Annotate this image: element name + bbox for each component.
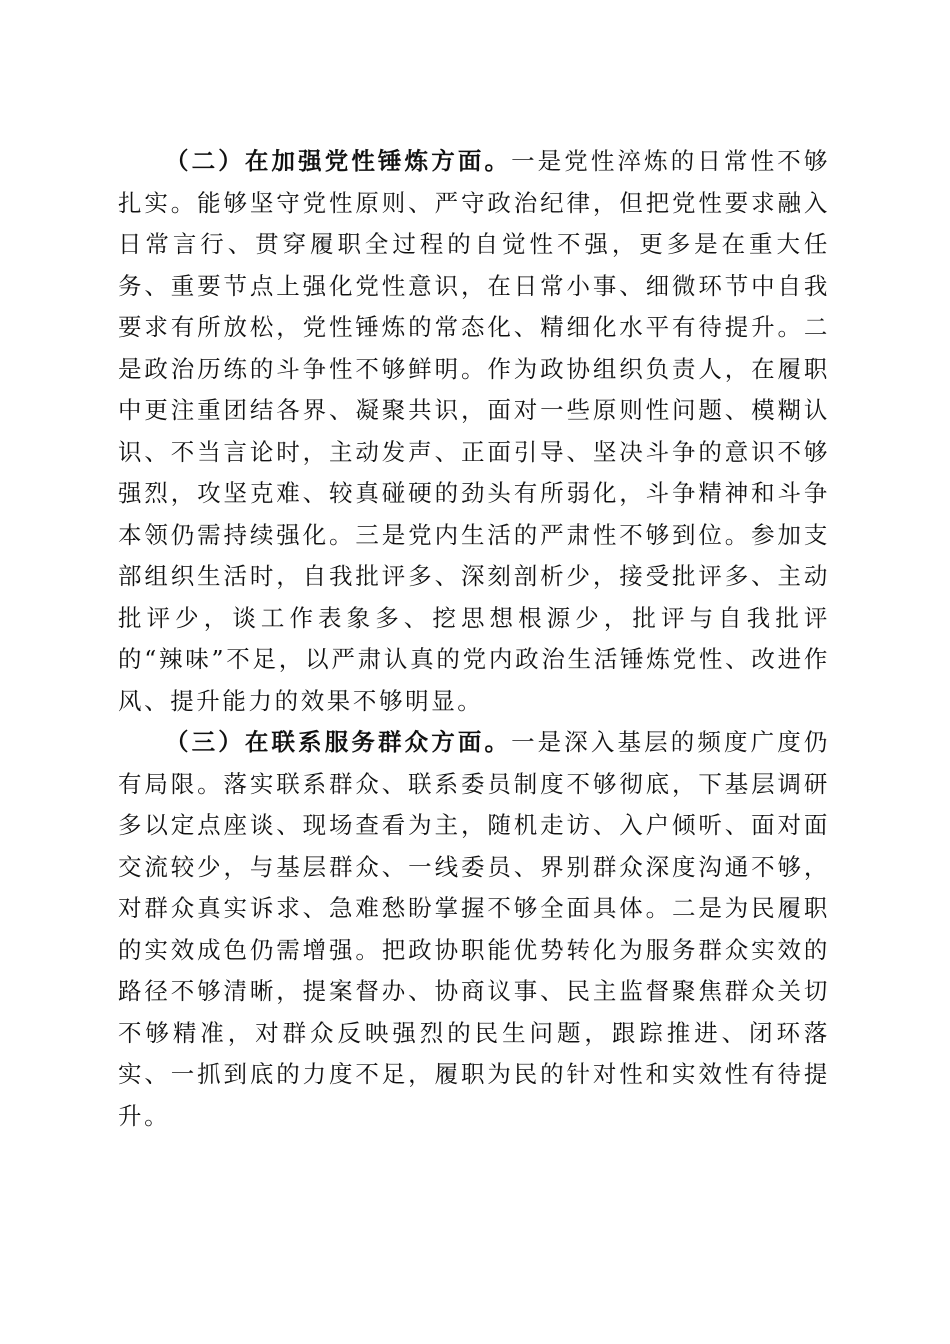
section-heading: （三）在联系服务群众方面。 [165, 728, 512, 756]
paragraph-party-spirit [118, 141, 830, 722]
document-body [118, 141, 830, 1137]
section-body: 一是党性淬炼的日常性不够扎实。能够坚守党性原则、严守政治纪律，但把党性要求融入日常言行、贯穿履职全过程的自觉性不强，更多是在重大任务、重要节点上强化党性意识，在日常小事、细微环节中自我要求有所放松，党性锤炼的常态化、精细化水平有待提升。二是政治历练的斗争性不够鲜明。作为政协组织负责人，在履职中更注重团结各界、凝聚共识，面对一些原则性问题、模糊认识、不当言论时，主动发声、正面引导、坚决斗争的意识不够强烈，攻坚克难、较真碰硬的劲头有所弱化，斗争精神和斗争本领仍需持续强化。三是党内生活的严肃性不够到位。参加支部组织生活时，自我批评多、深刻剖析少，接受批评多、主动批评少，谈工作表象多、挖思想根源少，批评与自我批评的“辣味”不足，以严肃认真的党内政治生活锤炼党性、改进作风、提升能力的效果不够明显。 [118, 147, 830, 715]
section-body: 一是深入基层的频度广度仍有局限。落实联系群众、联系委员制度不够彻底，下基层调研多以定点座谈、现场查看为主，随机走访、入户倾听、面对面交流较少，与基层群众、一线委员、界别群众深度沟通不够，对群众真实诉求、急难愁盼掌握不够全面具体。二是为民履职的实效成色仍需增强。把政协职能优势转化为服务群众实效的路径不够清晰，提案督办、协商议事、民主监督聚焦群众关切不够精准，对群众反映强烈的民生问题，跟踪推进、闭环落实、一抓到底的力度不足，履职为民的针对性和实效性有待提升。 [118, 728, 830, 1130]
section-heading: （二）在加强党性锤炼方面。 [165, 147, 512, 175]
paragraph-serving-masses [118, 722, 830, 1137]
